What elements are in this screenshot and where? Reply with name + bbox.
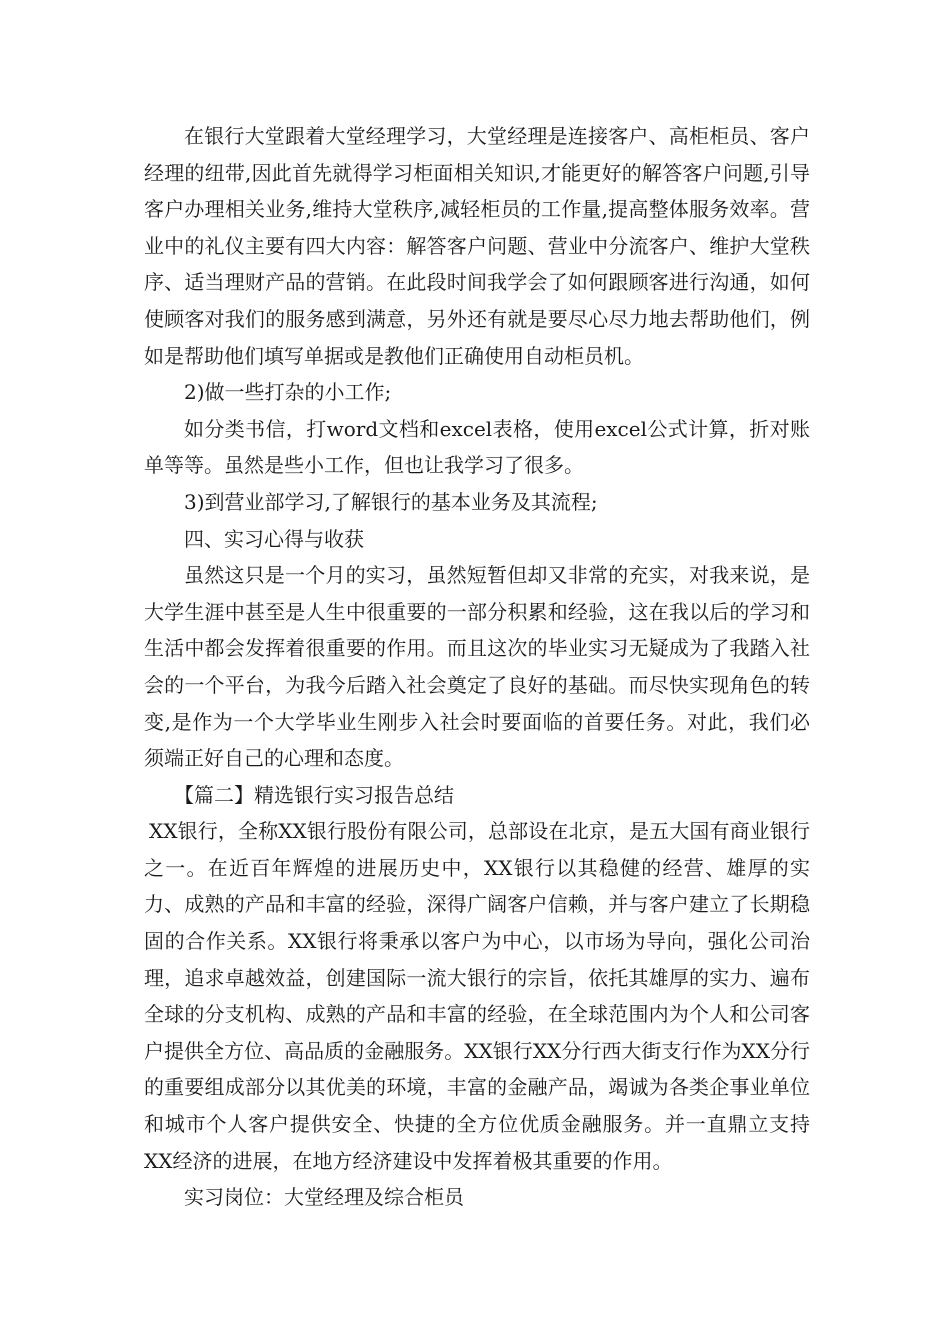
section-heading-four: 四、实习心得与收获 <box>184 526 364 551</box>
paragraph-reflection: 虽然这只是一个月的实习，虽然短暂但却又非常的充实，对我来说，是大学生涯中甚至是人生中很重要的一部分积累和经验，这在我以后的学习和生活中都会发挥着很重要的作用。而且这次的毕业实习无疑成为了我踏入社会的一个平台，为我今后踏入社会奠定了良好的基础。而尽快实现角色的转变,是作为一个大学毕业生刚步入社会时要面临的首要任务。对此，我们必须端正好自己的心理和态度。 <box>144 563 810 771</box>
paragraph-internship-position: 实习岗位：大堂经理及综合柜员 <box>184 1185 464 1210</box>
paragraph-item-2: 2)做一些打杂的小工作; <box>184 380 392 405</box>
article-heading-part-two: 【篇二】精选银行实习报告总结 <box>174 782 454 807</box>
paragraph-office-work: 如分类书信，打word文档和excel表格，使用excel公式计算，折对账单等等。虽然是些小工作，但也让我学习了很多。 <box>144 416 810 478</box>
document-body <box>144 118 810 1216</box>
paragraph-bank-intro: XX银行，全称XX银行股份有限公司，总部设在北京，是五大国有商业银行之一。在近百年辉煌的进展历史中，XX银行以其稳健的经营、雄厚的实力、成熟的产品和丰富的经验，深得广阔客户信赖，并与客户建立了长期稳固的合作关系。XX银行将秉承以客户为中心，以市场为导向，强化公司治理，追求卓越效益，创建国际一流大银行的宗旨，依托其雄厚的实力、遍布全球的分支机构、成熟的产品和丰富的经验，在全球范围内为个人和公司客户提供全方位、高品质的金融服务。XX银行XX分行西大街支行作为XX分行的重要组成部分以其优美的环境，丰富的金融产品，竭诚为各类企事业单位和城市个人客户提供安全、快捷的全方位优质金融服务。并一直鼎立支持XX经济的进展，在地方经济建设中发挥着极其重要的作用。 <box>144 819 810 1173</box>
paragraph-lobby-manager: 在银行大堂跟着大堂经理学习，大堂经理是连接客户、高柜柜员、客户经理的纽带,因此首先就得学习柜面相关知识,才能更好的解答客户问题,引导客户办理相关业务,维持大堂秩序,减轻柜员的工作量,提高整体服务效率。营业中的礼仪主要有四大内容：解答客户问题、营业中分流客户、维护大堂秩序、适当理财产品的营销。在此段时间我学会了如何跟顾客进行沟通，如何使顾客对我们的服务感到满意，另外还有就是要尽心尽力地去帮助他们，例如是帮助他们填写单据或是教他们正确使用自动柜员机。 <box>144 124 810 368</box>
paragraph-item-3: 3)到营业部学习,了解银行的基本业务及其流程; <box>184 489 598 514</box>
